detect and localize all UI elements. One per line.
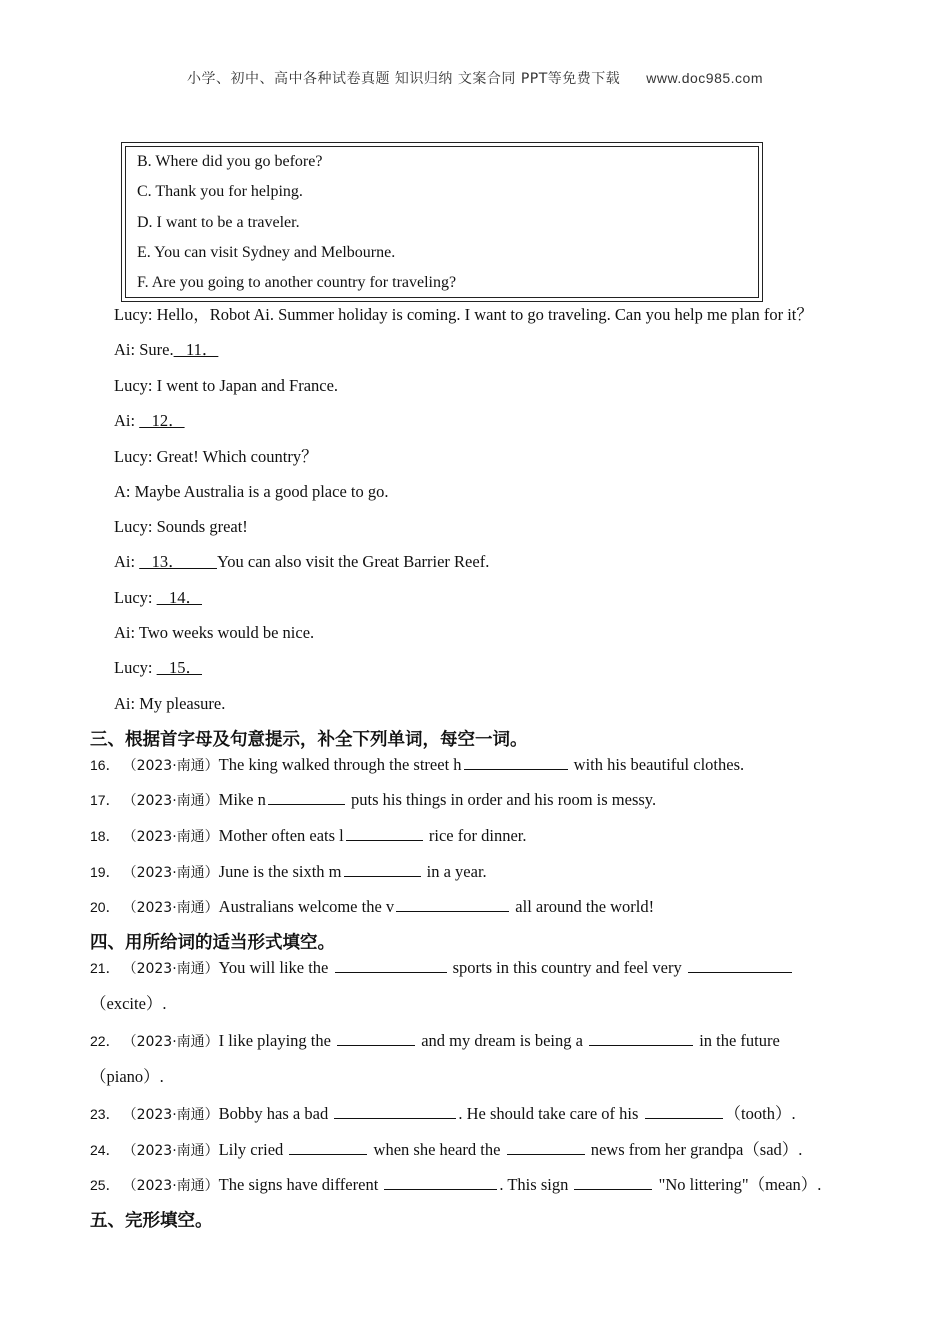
answer-line[interactable]	[337, 1029, 415, 1046]
answer-line[interactable]	[346, 824, 423, 841]
answer-line[interactable]	[688, 956, 792, 973]
answer-line[interactable]	[464, 753, 568, 770]
dialogue-line: Lucy: I went to Japan and France.	[114, 376, 339, 395]
options-box	[121, 142, 763, 302]
answer-blank-13[interactable]: 13．	[139, 552, 217, 571]
answer-line[interactable]	[384, 1173, 497, 1190]
answer-line[interactable]	[396, 895, 509, 912]
page-header	[0, 68, 950, 88]
option-c: C. Thank you for helping.	[137, 183, 303, 200]
question-21: 21． （2023·南通）You will like the sports in this country and feel very	[90, 956, 794, 980]
question-23: 23． （2023·南通）Bobby has a bad . He should take care of his （tooth）.	[90, 1104, 796, 1123]
section-5-title: 五、完形填空。	[90, 1211, 213, 1231]
dialogue-line: Ai: Sure. 11．	[114, 340, 219, 359]
answer-line[interactable]	[589, 1029, 693, 1046]
dialogue-line: Ai: 13． You can also visit the Great Barrier Reef.	[114, 552, 490, 571]
header-url[interactable]: www.doc985.com	[646, 70, 763, 86]
dialogue-line: Lucy: Hello，Robot Ai. Summer holiday is coming. I want to go traveling. Can you help me plan for it？	[114, 305, 813, 324]
answer-line[interactable]	[334, 1102, 456, 1119]
answer-blank-11[interactable]: 11．	[173, 340, 219, 359]
question-24: 24． （2023·南通）Lily cried when she heard the news from her grandpa（sad）.	[90, 1140, 803, 1159]
option-e: E. You can visit Sydney and Melbourne.	[137, 244, 396, 261]
question-18: 18． （2023·南通）Mother often eats l rice for dinner.	[90, 826, 527, 845]
dialogue-line: Lucy: 15．	[114, 658, 202, 677]
question-22-hint: （piano）.	[90, 1067, 164, 1086]
answer-line[interactable]	[344, 860, 421, 877]
answer-blank-14[interactable]: 14．	[156, 588, 202, 607]
dialogue-line: Lucy: Great! Which country？	[114, 447, 318, 466]
option-d: D. I want to be a traveler.	[137, 214, 300, 231]
question-22: 22． （2023·南通）I like playing the and my dream is being a in the future	[90, 1031, 780, 1050]
dialogue-line: Ai: My pleasure.	[114, 694, 226, 713]
answer-blank-12[interactable]: 12．	[139, 411, 185, 430]
section-4-title: 四、用所给词的适当形式填空。	[90, 933, 335, 953]
dialogue-line: Lucy: 14．	[114, 588, 202, 607]
question-21-hint: （excite）.	[90, 994, 167, 1013]
answer-line[interactable]	[335, 956, 447, 973]
header-text: 小学、初中、高中各种试卷真题 知识归纳 文案合同 PPT等免费下载	[186, 71, 621, 87]
answer-line[interactable]	[289, 1138, 367, 1155]
dialogue-line: Ai: 12．	[114, 411, 185, 430]
question-19: 19． （2023·南通）June is the sixth m in a year.	[90, 862, 487, 881]
option-b: B. Where did you go before?	[137, 153, 323, 170]
dialogue-line: A: Maybe Australia is a good place to go.	[114, 482, 389, 501]
question-16: 16． （2023·南通）The king walked through the street h with his beautiful clothes.	[90, 755, 745, 774]
answer-blank-15[interactable]: 15．	[156, 658, 202, 677]
question-20: 20． （2023·南通）Australians welcome the v all around the world!	[90, 897, 655, 916]
dialogue-line: Lucy: Sounds great!	[114, 517, 248, 536]
question-17: 17． （2023·南通）Mike n puts his things in order and his room is messy.	[90, 790, 657, 809]
section-3-title: 三、根据首字母及句意提示，补全下列单词，每空一词。	[90, 730, 528, 750]
answer-line[interactable]	[507, 1138, 585, 1155]
dialogue-line: Ai: Two weeks would be nice.	[114, 623, 315, 642]
option-f: F. Are you going to another country for traveling?	[137, 274, 457, 291]
answer-line[interactable]	[268, 788, 345, 805]
answer-line[interactable]	[574, 1173, 652, 1190]
answer-line[interactable]	[645, 1102, 723, 1119]
question-25: 25． （2023·南通）The signs have different . This sign "No littering"（mean）.	[90, 1175, 822, 1194]
